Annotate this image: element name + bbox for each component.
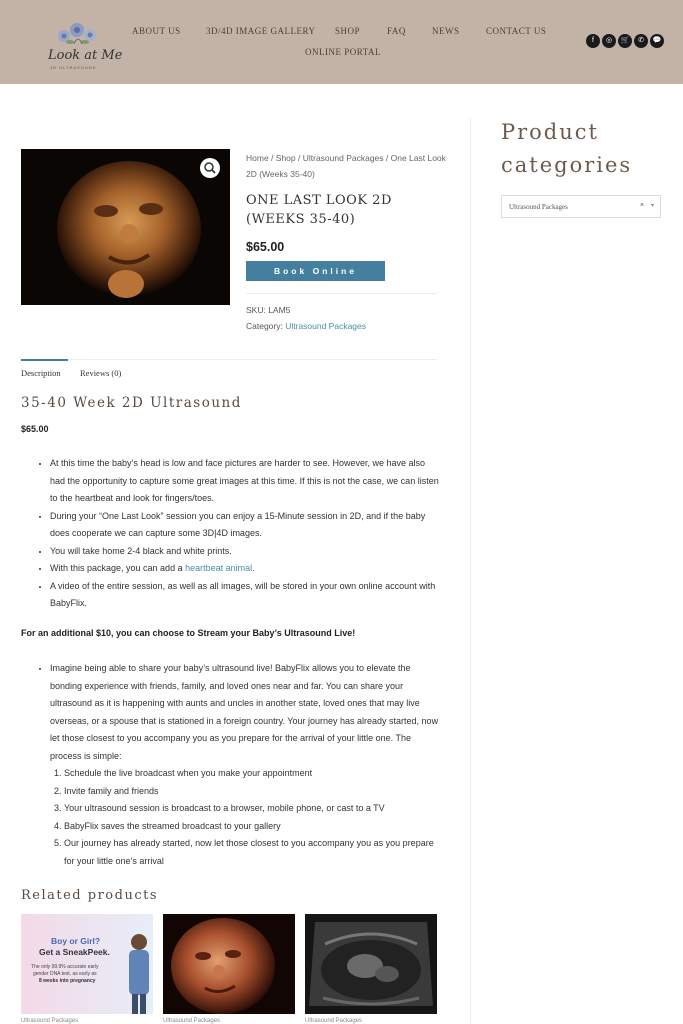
ad-headline-2: Get a SneakPeek. [39,947,110,957]
related-product-2d[interactable] [305,914,437,1014]
sidebar-divider [470,118,471,1024]
bullet-text: With this package, you can add a [50,563,186,573]
related-products-title: Related products [21,888,158,903]
sku-value: LAM5 [268,305,291,315]
list-item [50,560,441,578]
stream-bullets [21,660,441,870]
cart-icon[interactable]: 🛒 [618,34,632,48]
list-item: • A video of the entire session, as well as all images, will be stored in your own online account with BabyFlix. [50,578,441,613]
category-select[interactable] [501,195,661,218]
list-item [50,660,441,870]
chat-icon[interactable]: 💬 [650,34,664,48]
product-title: ONE LAST LOOK 2D (WEEKS 35-40) [246,193,392,227]
flower-logo-icon [56,20,100,46]
ultrasound-2d-image [305,914,437,1014]
ad-headline-1: Boy or Girl? [51,936,101,946]
breadcrumb-sep: / [383,153,391,163]
related-caption[interactable]: Ultrasound Packages [305,1018,363,1024]
breadcrumb-shop[interactable]: Shop [275,153,296,163]
sku-label: SKU: [246,305,269,315]
breadcrumb-current: One Last Look 2D (Weeks 35-40) [246,153,446,179]
related-product-sneakpeek[interactable] [21,914,153,1014]
magnifier-icon [200,158,220,178]
logo-tagline: 4D ULTRASOUND [50,65,97,70]
nav-shop[interactable]: SHOP [335,26,361,36]
nav-contact-us[interactable]: CONTACT US [486,26,547,36]
product-sku [246,305,290,315]
ultrasound-3d-image [163,914,295,1014]
stream-heading: For an additional $10, you can choose to Stream your Baby’s Ultrasound Live! [21,628,356,638]
ad-line-3: 8 weeks into pregnancy [39,978,96,984]
heartbeat-animal-link[interactable]: heartbeat animal [185,563,253,573]
category-select-value: Ultrasound Packages [509,203,568,211]
logo-text: Look at Me [48,48,123,63]
book-online-button[interactable]: Book Online [246,261,385,281]
step-item: 3. Your ultrasound session is broadcast to a browser, mobile phone, or cast to a TV [64,800,441,818]
breadcrumb-sep: / [268,153,276,163]
tab-active-indicator [21,359,68,361]
list-item: • At this time the baby’s head is low and face pictures are harder to see. However, we have also had the opportunity to capture some great images at this time. If this is not the case, we can listen to the heartbeat and look for fingers/toes. [50,455,441,508]
zoom-button[interactable] [200,158,220,178]
breadcrumb-home[interactable]: Home [246,153,269,163]
chevron-down-icon[interactable]: ▾ [651,203,655,209]
breadcrumb-category[interactable]: Ultrasound Packages [302,153,384,163]
step-item: 1. Schedule the live broadcast when you make your appointment [64,765,441,783]
nav-news[interactable]: NEWS [432,26,460,36]
nav-image-gallery[interactable]: 3D/4D IMAGE GALLERY [206,26,316,36]
step-item: 2. Invite family and friends [64,783,441,801]
bullet-text: . [252,563,255,573]
step-item: 5. Our journey has already started, now let those closest to you accompany you as you prepare for your little one’s arrival [64,835,441,870]
ultrasound-baby-image [21,149,230,305]
tab-reviews[interactable]: Reviews (0) [80,368,122,378]
ad-line-1: The only 99.9% accurate early [31,964,99,970]
instagram-icon[interactable]: ◎ [602,34,616,48]
stream-bullet-text: Imagine being able to share your baby’s ultrasound live! BabyFlix allows you to elevate the bonding experience with friends, family, and loved ones near and far. You can share your ultrasound as it is happening with aunts and uncles in another state, loved ones that may live overseas, or a spouse that is stationed in a foreign country. Your journey has already started, now let those closest to you accompany you as you prepare for the arrival of your little one. The process is simple: [50,663,439,761]
description-title: 35-40 Week 2D Ultrasound [21,395,242,411]
breadcrumb-sep: / [295,153,303,163]
product-price: $65.00 [246,240,285,254]
phone-icon[interactable]: ✆ [634,34,648,48]
description-bullets [21,455,441,613]
list-item: • You will take home 2-4 black and white prints. [50,543,441,561]
nav-about-us[interactable]: ABOUT US [132,26,181,36]
tabs-divider [21,359,437,360]
step-item: 4. BabyFlix saves the streamed broadcast to your gallery [64,818,441,836]
breadcrumb [246,150,446,182]
category-link[interactable]: Ultrasound Packages [285,321,367,331]
description-price: $65.00 [21,424,49,434]
related-caption[interactable]: Ultrasound Packages [163,1018,221,1024]
sidebar-title: Product categories [501,120,633,177]
meta-divider [246,293,437,294]
related-caption[interactable]: Ultrasound Packages [21,1018,79,1024]
related-product-3d[interactable] [163,914,295,1014]
list-item: • During your “One Last Look” session you can enjoy a 15-Minute session in 2D, and if the baby does cooperate we can capture some 3D|4D images. [50,508,441,543]
nav-faq[interactable]: FAQ [387,26,406,36]
tab-description[interactable]: Description [21,368,61,378]
product-category [246,321,366,331]
product-image[interactable] [21,149,230,305]
site-header [0,0,683,84]
site-logo[interactable] [46,20,123,72]
nav-online-portal[interactable]: ONLINE PORTAL [305,47,381,57]
ad-line-2: gender DNA test, as early as [33,971,97,977]
clear-icon[interactable]: × [640,202,645,209]
facebook-icon[interactable]: f [586,34,600,48]
category-label: Category: [246,321,286,331]
